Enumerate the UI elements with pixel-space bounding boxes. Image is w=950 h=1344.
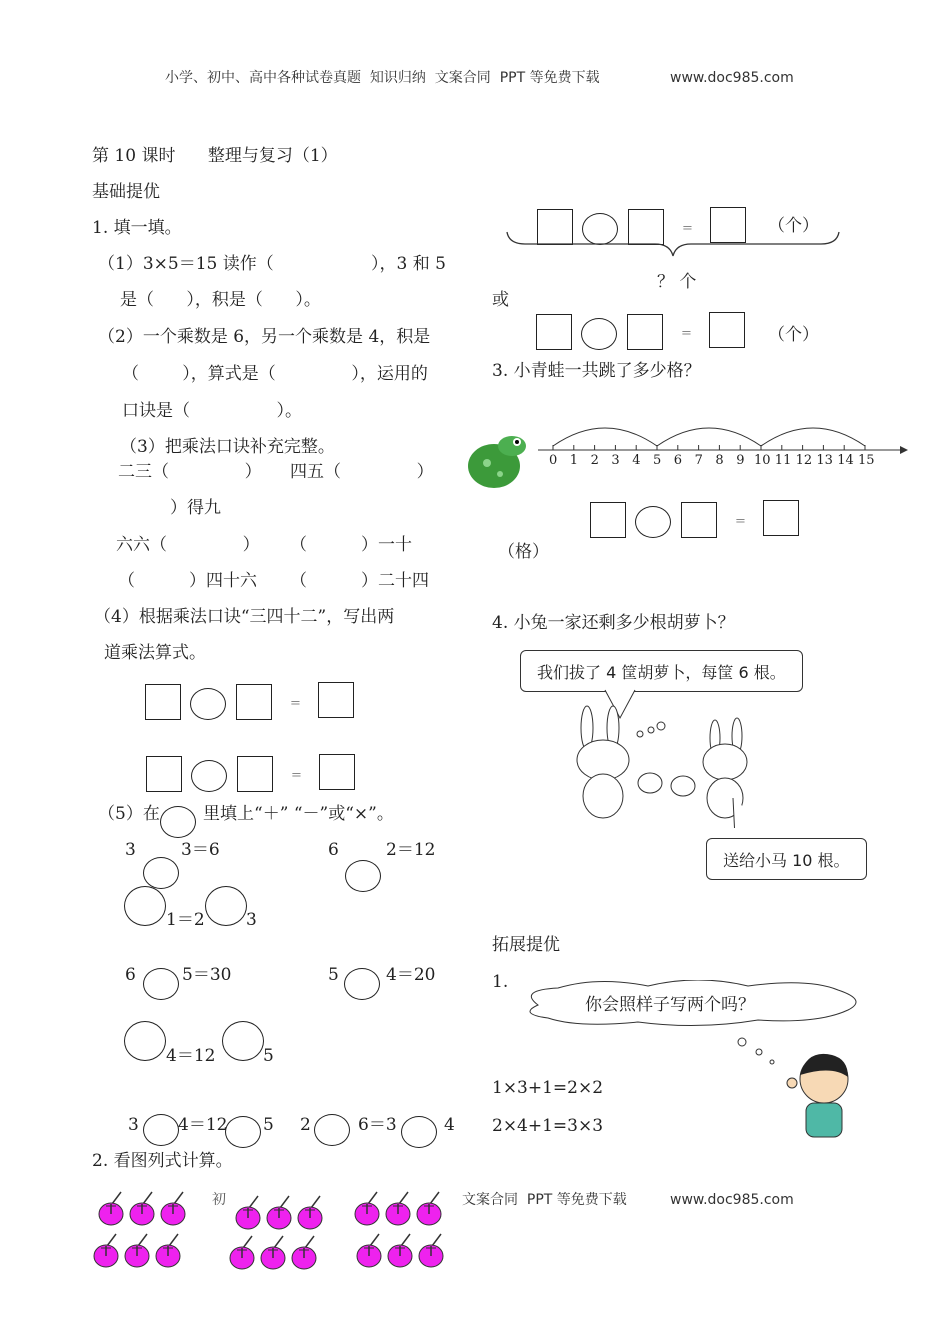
expr: 2＝12 bbox=[386, 840, 436, 860]
operator-circle[interactable] bbox=[143, 1114, 179, 1146]
expr: 4＝12 bbox=[166, 1046, 216, 1066]
tick-label: 10 bbox=[754, 453, 771, 468]
answer-box[interactable] bbox=[709, 312, 745, 348]
tick-label: 9 bbox=[736, 453, 745, 468]
cherry-icon bbox=[386, 1232, 416, 1268]
answer-box[interactable] bbox=[237, 756, 273, 792]
tick-label: 14 bbox=[837, 453, 854, 468]
q1-title: 1. 填一填。 bbox=[92, 218, 182, 238]
tick-label: 2 bbox=[590, 453, 599, 468]
tick-label: 0 bbox=[549, 453, 558, 468]
cherry-icon bbox=[415, 1190, 445, 1226]
operator-circle[interactable] bbox=[581, 318, 617, 350]
example-line: 2×4+1=3×3 bbox=[492, 1116, 604, 1136]
operator-circle[interactable] bbox=[205, 886, 247, 926]
bubble-text: 我们拔了 4 筐胡萝卜，每筐 6 根。 bbox=[537, 662, 786, 682]
footer-site: www.doc985.com bbox=[670, 1192, 794, 1208]
lesson-title: 第 10 课时 整理与复习（1） bbox=[92, 146, 338, 166]
q4-title: 4. 小兔一家还剩多少根胡萝卜？ bbox=[492, 613, 735, 633]
operator-circle[interactable] bbox=[345, 860, 381, 892]
expr: 3 bbox=[125, 840, 136, 860]
q3-title: 3. 小青蛙一共跳了多少格？ bbox=[492, 361, 701, 381]
footer-text: 文案合同 PPT 等免费下载 bbox=[462, 1192, 627, 1208]
expr: 5 bbox=[263, 1046, 274, 1066]
thought-dots bbox=[736, 1036, 776, 1066]
cherry-icon bbox=[97, 1190, 127, 1226]
expr: 6＝3 bbox=[358, 1115, 397, 1135]
tick-label: 5 bbox=[653, 453, 662, 468]
answer-box[interactable] bbox=[627, 314, 663, 350]
expr: 3 bbox=[128, 1115, 139, 1135]
or-label: 或 bbox=[492, 290, 509, 310]
q1-part4: （4）根据乘法口诀“三四十二”，写出两 bbox=[94, 607, 395, 627]
cherry-icon bbox=[259, 1234, 289, 1270]
cherry-icon bbox=[296, 1194, 326, 1230]
answer-box[interactable] bbox=[681, 502, 717, 538]
rhyme: （ ）一十 bbox=[290, 535, 413, 555]
cloud-text: 你会照样子写两个吗？ bbox=[585, 995, 755, 1015]
frog-image bbox=[462, 428, 532, 498]
expr: 1＝2 bbox=[166, 910, 205, 930]
operator-circle[interactable] bbox=[191, 760, 227, 792]
operator-circle[interactable] bbox=[124, 886, 166, 926]
cherry-icon bbox=[234, 1194, 264, 1230]
cherry-icon bbox=[154, 1232, 184, 1268]
cherry-icon bbox=[159, 1190, 189, 1226]
cherry-icon bbox=[228, 1234, 258, 1270]
cherry-icon bbox=[355, 1232, 385, 1268]
answer-box[interactable] bbox=[236, 684, 272, 720]
q1-part4b: 道乘法算式。 bbox=[104, 643, 206, 663]
tick-label: 13 bbox=[816, 453, 833, 468]
q1-part1: （1）3×5＝15 读作（ ），3 和 5 bbox=[98, 254, 446, 274]
operator-circle[interactable] bbox=[225, 1116, 261, 1148]
unit-label: （个） bbox=[768, 325, 819, 345]
ext-number: 1. bbox=[492, 972, 509, 992]
tick-label: 4 bbox=[632, 453, 641, 468]
q1-part2: （2）一个乘数是 6，另一个乘数是 4，积是 bbox=[98, 327, 431, 347]
rhyme: ）得九 bbox=[170, 498, 221, 518]
expr: 4 bbox=[444, 1115, 455, 1135]
rhyme: （ ）二十四 bbox=[290, 571, 430, 591]
header-text: 小学、初中、高中各种试卷真题 知识归纳 文案合同 PPT 等免费下载 bbox=[165, 70, 600, 86]
equals-sign: = bbox=[290, 696, 301, 711]
equals-sign: = bbox=[682, 221, 693, 236]
cherry-icon bbox=[265, 1194, 295, 1230]
cherry-icon bbox=[353, 1190, 383, 1226]
expr: 3 bbox=[246, 910, 257, 930]
answer-box[interactable] bbox=[318, 682, 354, 718]
operator-circle[interactable] bbox=[635, 506, 671, 538]
expr: 4＝12 bbox=[178, 1115, 228, 1135]
rabbit-family-image bbox=[565, 688, 865, 828]
answer-box[interactable] bbox=[590, 502, 626, 538]
expr: 3＝6 bbox=[181, 840, 220, 860]
unit-label: （个） bbox=[768, 216, 819, 236]
rhyme: 二三（ ） bbox=[118, 462, 262, 482]
q1-part5: （5）在 里填上“＋” “－”或“×”。 bbox=[98, 804, 394, 824]
section-basic: 基础提优 bbox=[92, 182, 160, 202]
section-extension: 拓展提优 bbox=[492, 935, 560, 955]
cherry-icon bbox=[417, 1232, 447, 1268]
rhyme: 六六（ ） bbox=[116, 535, 260, 555]
header-site: www.doc985.com bbox=[670, 70, 794, 86]
q2-title: 2. 看图列式计算。 bbox=[92, 1151, 233, 1171]
q1-part2b: （ ），算式是（ ），运用的 bbox=[122, 364, 428, 384]
answer-box[interactable] bbox=[146, 756, 182, 792]
expr: 6 bbox=[125, 965, 136, 985]
cherry-icon bbox=[123, 1232, 153, 1268]
operator-circle[interactable] bbox=[143, 857, 179, 889]
answer-box[interactable] bbox=[536, 314, 572, 350]
rhyme: （ ）四十六 bbox=[118, 571, 258, 591]
tick-label: 12 bbox=[795, 453, 813, 468]
operator-circle[interactable] bbox=[190, 688, 226, 720]
answer-box[interactable] bbox=[763, 500, 799, 536]
speech-bubble bbox=[520, 650, 803, 692]
speech-bubble bbox=[706, 838, 867, 880]
expr: 5＝30 bbox=[182, 965, 232, 985]
expr: 5 bbox=[328, 965, 339, 985]
tick-label: 15 bbox=[858, 453, 875, 468]
operator-circle[interactable] bbox=[124, 1021, 166, 1061]
cherry-icon bbox=[384, 1190, 414, 1226]
operator-circle[interactable] bbox=[401, 1116, 437, 1148]
expr: 5 bbox=[263, 1115, 274, 1135]
operator-circle[interactable] bbox=[344, 968, 380, 1000]
equals-sign: = bbox=[735, 514, 746, 529]
tick-label: 8 bbox=[715, 453, 724, 468]
footer-text: 初 bbox=[212, 1192, 226, 1208]
boy-image bbox=[782, 1047, 862, 1142]
cherry-icon bbox=[92, 1232, 122, 1268]
answer-box[interactable] bbox=[145, 684, 181, 720]
tick-label: 3 bbox=[611, 453, 620, 468]
equals-sign: = bbox=[291, 768, 302, 783]
expr: 6 bbox=[328, 840, 339, 860]
operator-circle[interactable] bbox=[314, 1114, 350, 1146]
operator-circle[interactable] bbox=[222, 1021, 264, 1061]
tick-label: 11 bbox=[774, 453, 792, 468]
expr: 4＝20 bbox=[386, 965, 436, 985]
cherry-icon bbox=[128, 1190, 158, 1226]
bubble-text: 送给小马 10 根。 bbox=[723, 850, 850, 870]
tick-label: 1 bbox=[569, 453, 579, 468]
q1-part1b: 是（ ），积是（ ）。 bbox=[120, 290, 321, 310]
q1-part2c: 口诀是（ ）。 bbox=[122, 401, 302, 421]
unit-label: （格） bbox=[498, 542, 549, 562]
brace-label: ？ 个 bbox=[657, 272, 697, 292]
cherry-icon bbox=[290, 1234, 320, 1270]
q1-part3: （3）把乘法口诀补充完整。 bbox=[120, 437, 335, 457]
operator-circle[interactable] bbox=[143, 968, 179, 1000]
expr: 2 bbox=[300, 1115, 311, 1135]
rhyme: 四五（ ） bbox=[290, 462, 434, 482]
answer-box[interactable] bbox=[319, 754, 355, 790]
tick-label: 7 bbox=[694, 453, 703, 468]
example-line: 1×3+1=2×2 bbox=[492, 1078, 604, 1098]
tick-label: 6 bbox=[673, 453, 683, 468]
equals-sign: = bbox=[681, 326, 692, 341]
